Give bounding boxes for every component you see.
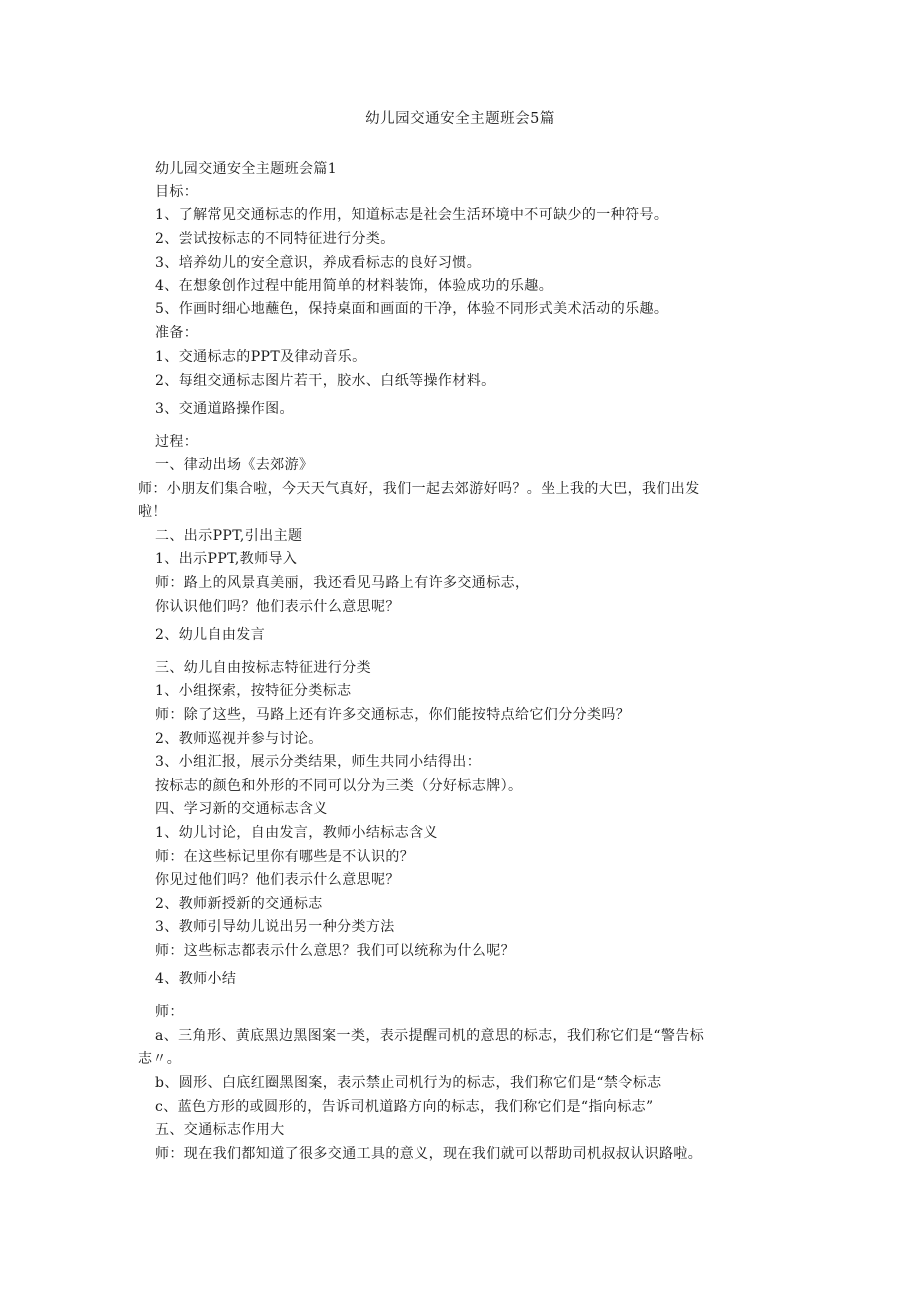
paragraph-line: 1、幼儿讨论，自由发言，教师小结标志含义 [155,825,438,841]
paragraph-line: 师：现在我们都知道了很多交通工具的意义，现在我们就可以帮助司机叔叔认识路啦。 [155,1146,703,1162]
paragraph-line: 目标： [155,184,199,200]
paragraph-line: 过程： [155,434,199,450]
paragraph-line: 1、交通标志的PPT及律动音乐。 [155,349,367,365]
paragraph-line: 师：除了这些，马路上还有许多交通标志，你们能按特点给它们分分类吗？ [155,707,631,723]
paragraph-line: 2、教师新授新的交通标志 [155,896,323,912]
paragraph-line: 四、学习新的交通标志含义 [155,801,328,817]
paragraph-line: 5、作画时细心地蘸色，保持桌面和画面的干净，体验不同形式美术活动的乐趣。 [155,301,669,317]
paragraph-line: 1、小组探索，按特征分类标志 [155,683,352,699]
paragraph-line: 师：小朋友们集合啦，今天天气真好，我们一起去郊游好吗？。坐上我的大巴，我们出发 [138,481,700,497]
paragraph-line: b、圆形、白底红圈黑图案，表示禁止司机行为的标志，我们称它们是“禁令标志 [155,1075,662,1091]
paragraph-line: 4、教师小结 [155,971,237,987]
paragraph-line: 师：这些标志都表示什么意思？我们可以统称为什么呢？ [155,943,515,959]
paragraph-line: 师：在这些标记里你有哪些是不认识的？ [155,849,415,865]
paragraph-line: 师：路上的风景真美丽，我还看见马路上有许多交通标志， [155,575,530,591]
paragraph-line: 1、出示PPT,教师导入 [155,551,298,567]
paragraph-line: 志〃。 [138,1051,182,1067]
paragraph-line: 一、律动出场《去郊游》 [155,457,314,473]
paragraph-line: 1、了解常见交通标志的作用，知道标志是社会生活环境中不可缺少的一种符号。 [155,207,669,223]
section-heading: 幼儿园交通安全主题班会篇1 [155,161,338,177]
paragraph-line: 啦！ [138,504,167,520]
paragraph-line: 准备： [155,325,199,341]
paragraph-line: c、蓝色方形的或圆形的，告诉司机道路方向的标志，我们称它们是“指向标志” [155,1099,654,1115]
paragraph-line: 2、尝试按标志的不同特征进行分类。 [155,231,395,247]
paragraph-line: 你认识他们吗？他们表示什么意思呢？ [155,599,400,615]
paragraph-line: 3、培养幼儿的安全意识，养成看标志的良好习惯。 [155,255,482,271]
paragraph-line: 你见过他们吗？他们表示什么意思呢？ [155,872,400,888]
paragraph-line: 2、教师巡视并参与讨论。 [155,731,323,747]
paragraph-line: 2、幼儿自由发言 [155,627,266,643]
paragraph-line: a、三角形、黄底黑边黑图案一类，表示提醒司机的意思的标志，我们称它们是“警告标 [155,1028,705,1044]
paragraph-line: 4、在想象创作过程中能用简单的材料装饰，体验成功的乐趣。 [155,278,554,294]
paragraph-line: 3、教师引导幼儿说出另一种分类方法 [155,919,395,935]
paragraph-line: 师： [155,1004,184,1020]
paragraph-line: 五、交通标志作用大 [155,1122,285,1138]
paragraph-line: 三、幼儿自由按标志特征进行分类 [155,660,371,676]
paragraph-line: 3、小组汇报，展示分类结果，师生共同小结得出： [155,754,482,770]
paragraph-line: 2、每组交通标志图片若干，胶水、白纸等操作材料。 [155,373,496,389]
paragraph-line: 二、出示PPT,引出主题 [155,528,303,544]
paragraph-line: 按标志的颜色和外形的不同可以分为三类（分好标志牌）。 [155,778,523,794]
paragraph-line: 3、交通道路操作图。 [155,401,294,417]
document-title: 幼儿园交通安全主题班会5篇 [365,111,555,127]
